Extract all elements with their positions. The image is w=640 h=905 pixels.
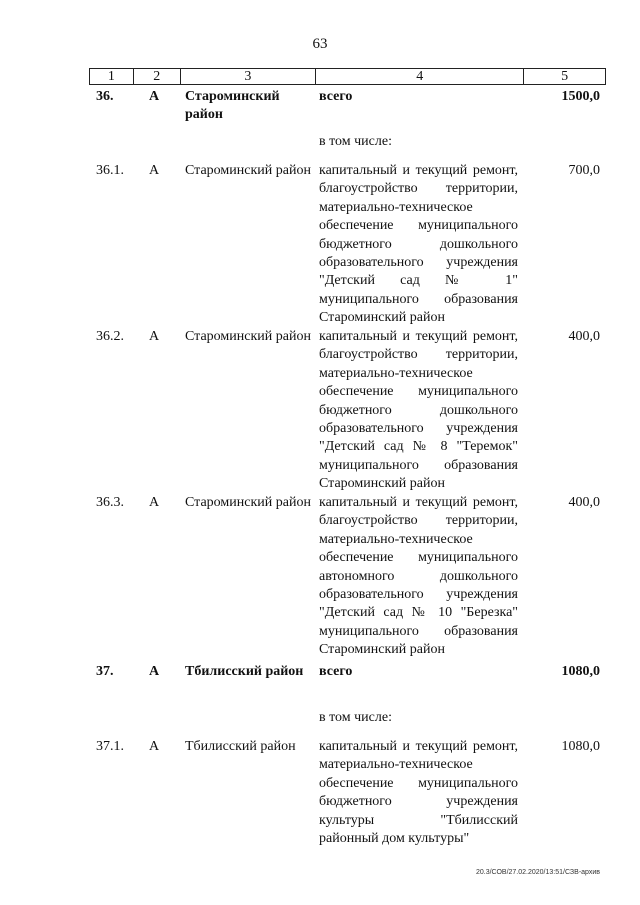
header-col-4: 4 [316, 69, 524, 84]
row-description: капитальный и текущий ремонт, материально-техническое обеспечение муниципального бюджетного учреждения культуры "Тбилисский районный дом культуры" [319, 739, 518, 847]
row-description: капитальный и текущий ремонт, благоустройство территории, материально-техническое обеспечение муниципального автономного дошкольного образовательного учреждения "Детский сад № 10 "Березка" муниципального образования Староминский район [319, 495, 518, 658]
row-description: всего [319, 664, 353, 679]
header-col-5: 5 [561, 69, 569, 84]
row-sum: 400,0 [568, 329, 600, 344]
row-sum: 1080,0 [561, 739, 600, 754]
row-description: всего [319, 89, 353, 104]
header-col-3: 3 [181, 69, 316, 84]
row-number: 37. [96, 664, 114, 679]
page-number: 63 [312, 36, 328, 52]
row-description: капитальный и текущий ремонт, благоустройство территории, материально-техническое обеспечение муниципального бюджетного дошкольного образовательного учреждения "Детский сад № 8 "Теремок" муниципального образования Староминский район [319, 329, 518, 492]
row-sum: 700,0 [568, 163, 600, 178]
row-category: А [149, 89, 160, 104]
footer-code: 20.3/СОВ/27.02.2020/13:51/СЗВ-архив [475, 869, 600, 876]
row-sum: 1080,0 [561, 664, 600, 679]
row-category: А [149, 664, 160, 679]
row-number: 37.1. [96, 739, 124, 754]
table-row [89, 494, 606, 658]
row-number: 36.2. [96, 329, 124, 344]
row-number: 36.3. [96, 495, 124, 510]
table-row [89, 328, 606, 492]
row-description: капитальный и текущий ремонт, благоустройство территории, материально-техническое обеспечение муниципального бюджетного дошкольного образовательного учреждения "Детский сад № 1" муниципального образования Староминский район [319, 163, 518, 326]
table-row [89, 162, 606, 326]
row-district: Староминский район [185, 163, 311, 178]
row-sum: 400,0 [568, 495, 600, 510]
row-category: А [149, 739, 160, 754]
row-description: в том числе: [319, 710, 392, 725]
table-row [89, 88, 606, 128]
table-row [89, 663, 606, 703]
row-district: Тбилисский район [185, 739, 296, 754]
row-number: 36. [96, 89, 114, 104]
header-col-1: 1 [90, 69, 134, 84]
row-category: А [149, 495, 160, 510]
row-category: А [149, 163, 160, 178]
table-header [89, 68, 606, 85]
row-district: Староминский район [185, 89, 280, 123]
row-sum: 1500,0 [561, 89, 600, 104]
row-district: Тбилисский район [185, 664, 304, 679]
table-row [89, 709, 606, 729]
row-district: Староминский район [185, 495, 311, 510]
row-description: в том числе: [319, 134, 392, 149]
table-row [89, 133, 606, 153]
table-row [89, 738, 606, 848]
row-category: А [149, 329, 160, 344]
row-number: 36.1. [96, 163, 124, 178]
row-district: Староминский район [185, 329, 311, 344]
header-col-2: 2 [134, 69, 181, 84]
